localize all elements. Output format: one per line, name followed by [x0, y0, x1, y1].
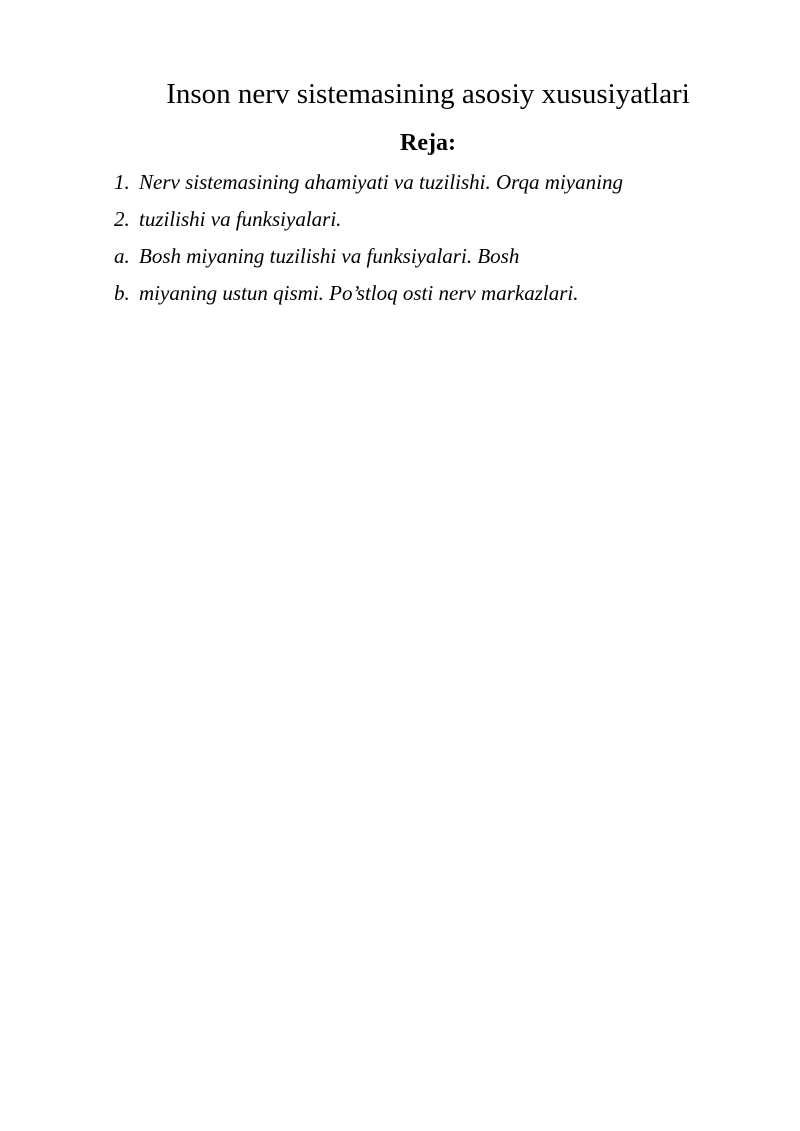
- document-title: Inson nerv sistemasining asosiy xususiyatlari: [166, 78, 690, 110]
- plan-item-text: tuzilishi va funksiyalari.: [139, 207, 342, 231]
- plan-item-text: Nerv sistemasining ahamiyati va tuzilishi. Orqa miyaning: [139, 170, 623, 194]
- plan-list-item: [114, 205, 623, 242]
- plan-list: [114, 168, 623, 316]
- plan-heading: Reja:: [400, 130, 456, 156]
- plan-item-marker: 1.: [114, 170, 130, 194]
- plan-item-marker: b.: [114, 281, 130, 305]
- plan-list-item: [114, 242, 623, 279]
- plan-list-item: [114, 168, 623, 205]
- plan-list-item: [114, 279, 623, 316]
- plan-item-marker: a.: [114, 244, 130, 268]
- plan-item-text: Bosh miyaning tuzilishi va funksiyalari. Bosh: [139, 244, 520, 268]
- plan-item-marker: 2.: [114, 207, 130, 231]
- plan-item-text: miyaning ustun qismi. Po’stloq osti nerv markazlari.: [139, 281, 579, 305]
